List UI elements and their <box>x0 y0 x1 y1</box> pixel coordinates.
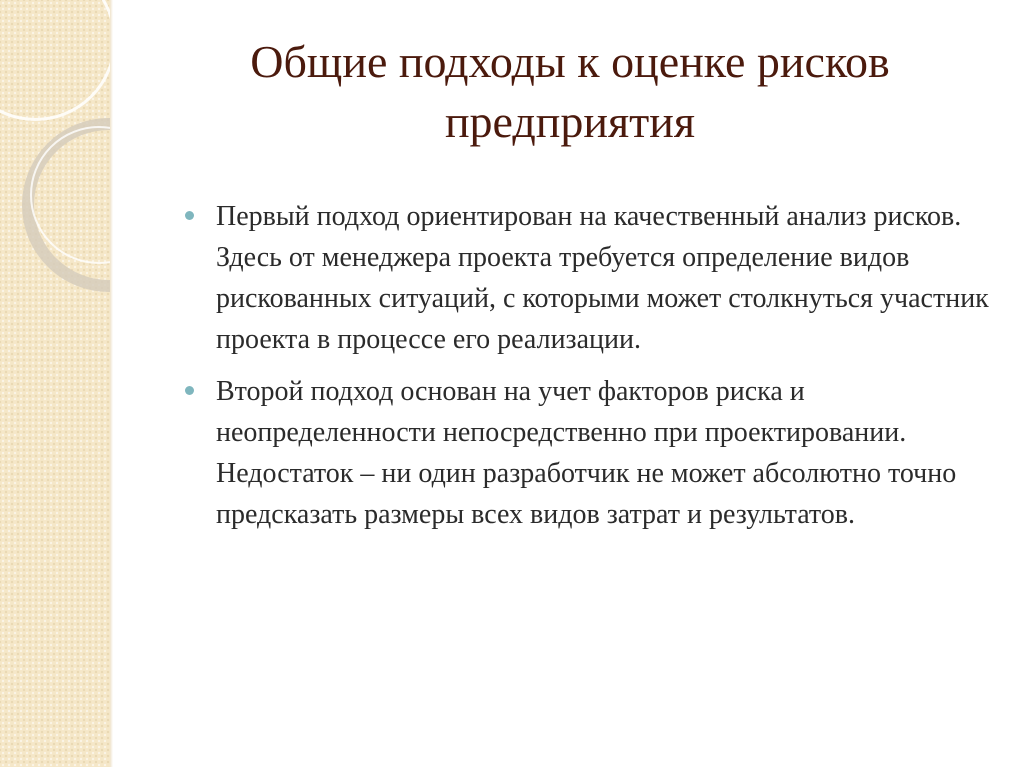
side-panel-edge <box>110 0 113 767</box>
bullet-text: Второй подход основан на учет факторов риска и неопределенности непосредственно при проектировании. Недостаток – ни один разработчик не может абсолютно точно предсказать размеры всех видов затрат и результатов. <box>216 376 957 530</box>
bullet-item <box>185 196 1005 360</box>
bullet-icon <box>185 386 194 395</box>
bullet-text: Первый подход ориентирован на качественный анализ рисков. Здесь от менеджера проекта требуется определение видов рискованных ситуаций, с которыми может столкнуться участник проекта в процессе его реализации. <box>216 201 989 355</box>
decorative-side-panel <box>0 0 110 767</box>
bullet-list <box>185 196 1005 546</box>
slide-title: Общие подходы к оценке рисков предприятия <box>250 36 890 147</box>
decorative-ring <box>0 0 110 121</box>
bullet-item <box>185 371 1005 535</box>
bullet-icon <box>185 211 194 220</box>
